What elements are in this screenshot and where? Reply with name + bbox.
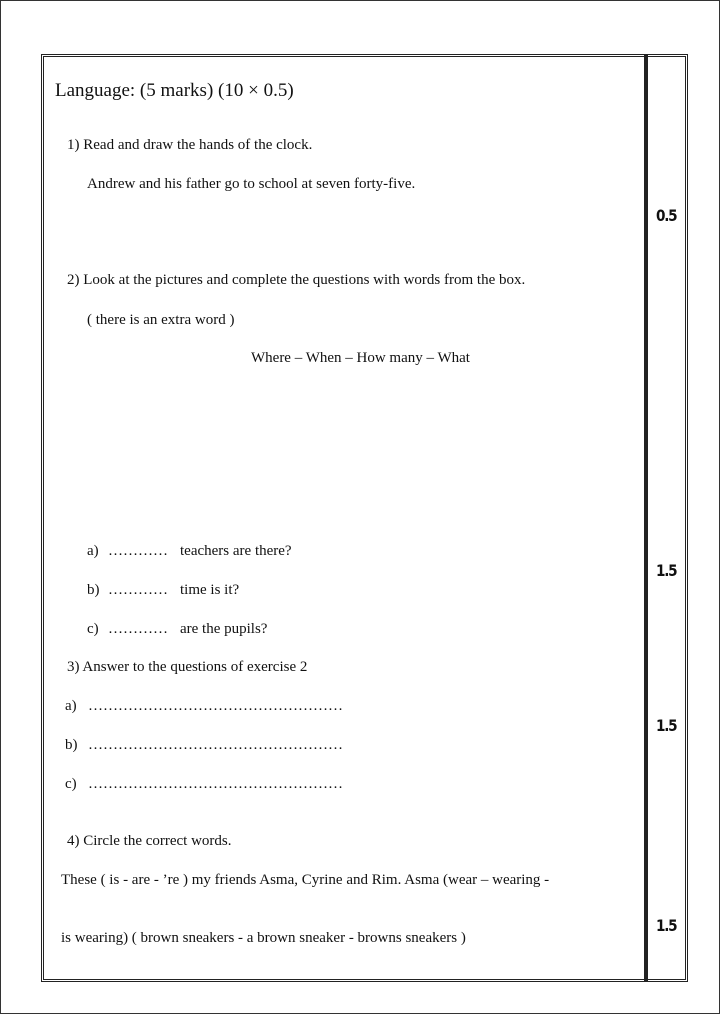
q1-sentence: Andrew and his father go to school at seven forty-five. — [87, 176, 416, 192]
q2-item-a-letter: a) — [87, 543, 99, 559]
q3-item-a-line[interactable]: …………………………………………… — [88, 698, 343, 714]
q2-word-box: Where – When – How many – What — [251, 350, 470, 366]
q2-item-b-blank[interactable]: ………… — [108, 582, 168, 598]
q3-prompt: 3) Answer to the questions of exercise 2 — [67, 659, 308, 675]
q1-prompt: 1) Read and draw the hands of the clock. — [67, 137, 313, 153]
q3-item-b-letter: b) — [65, 737, 78, 753]
q2-item-c-letter: c) — [87, 621, 99, 637]
q3-item-a-letter: a) — [65, 698, 77, 714]
q2-mark: 1.5 — [656, 561, 677, 580]
q1-mark: 0.5 — [656, 206, 677, 225]
q4-line-2: is wearing) ( brown sneakers - a brown sneaker - browns sneakers ) — [61, 930, 466, 946]
q4-line-1: These ( is - are - ’re ) my friends Asma, Cyrine and Rim. Asma (wear – wearing - — [61, 872, 550, 888]
q4-mark: 1.5 — [656, 916, 677, 935]
q3-item-c-line[interactable]: …………………………………………… — [88, 776, 343, 792]
q2-item-c-text: are the pupils? — [180, 621, 268, 637]
q3-mark: 1.5 — [656, 716, 677, 735]
q2-item-a-blank[interactable]: ………… — [108, 543, 168, 559]
q4-prompt: 4) Circle the correct words. — [67, 833, 232, 849]
q2-item-c-blank[interactable]: ………… — [108, 621, 168, 637]
q3-item-b-line[interactable]: …………………………………………… — [88, 737, 343, 753]
q2-item-a-text: teachers are there? — [180, 543, 292, 559]
q2-note: ( there is an extra word ) — [87, 312, 235, 328]
q3-item-c-letter: c) — [65, 776, 77, 792]
marks-column-divider — [644, 54, 648, 982]
q2-item-b-text: time is it? — [180, 582, 240, 598]
section-title: Language: (5 marks) (10 × 0.5) — [55, 80, 294, 101]
q2-prompt: 2) Look at the pictures and complete the questions with words from the box. — [67, 272, 526, 288]
q2-item-b-letter: b) — [87, 582, 100, 598]
